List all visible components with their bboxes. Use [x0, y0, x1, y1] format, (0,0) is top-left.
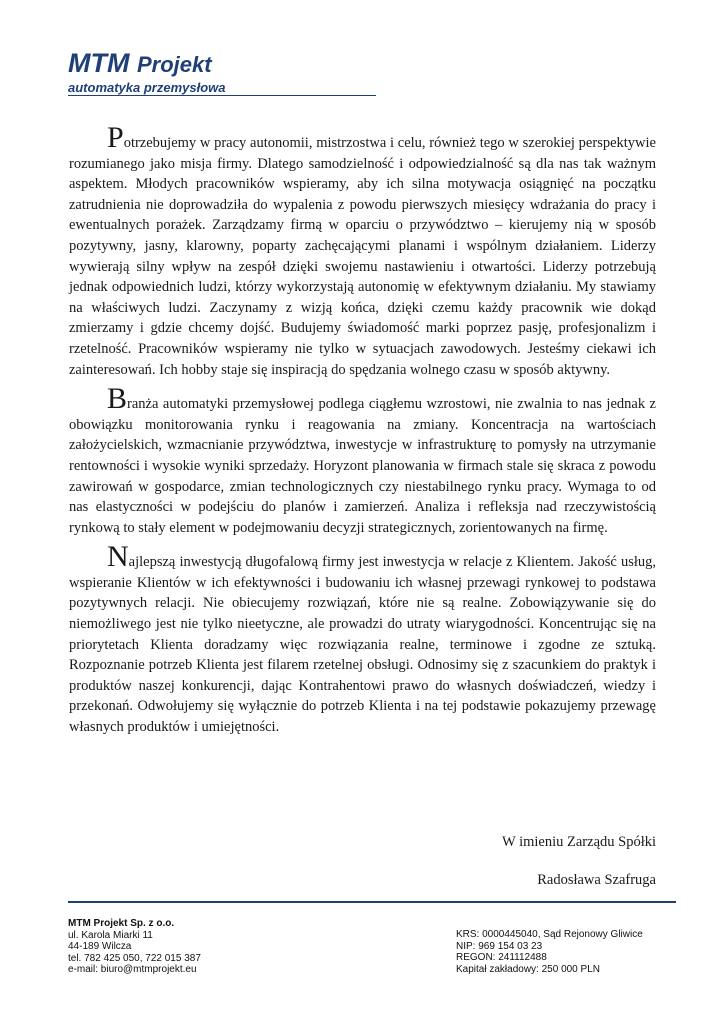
footer-regon: REGON: 241112488: [456, 952, 547, 963]
footer-krs: KRS: 0000445040, Sąd Rejonowy Gliwice: [456, 929, 643, 940]
signature-name: Radosława Szafruga: [537, 872, 656, 888]
footer-nip: NIP: 969 154 03 23: [456, 940, 543, 952]
footer-city: 44-189 Wilcza: [68, 941, 132, 952]
footer-company: MTM Projekt Sp. z o.o.: [68, 918, 175, 929]
logo-title: [68, 48, 226, 80]
paragraph-industry: Branża automatyki przemysłowej podlega ciągłemu wzrostowi, nie zwalnia to nas jednak z obowiązku monitorowania rynku i reagowania na zmiany. Koncentracja na wartościach założycielskich, wzmacnianie przywództwa, inwestycje w infrastrukturę to pomysły na utrzymanie rentowności i wysokie wyniki sprzedaży. Horyzont planowania w firmach stale się skraca z powodu zawirowań w gospodarce, zmian technologicznych czy niestabilnego rynku pracy. Wymaga to od nas elastyczności w podejściu do planów i zamierzeń. Analiza i refleksja nad rzeczywistością rynkową to stały element w podejmowaniu decyzji strategicznych, zorientowanych na firmę.: [69, 382, 656, 536]
logo-title-rest: Projekt: [137, 52, 212, 77]
footer-registration: [456, 929, 643, 975]
paragraph-clients: Najlepszą inwestycją długofalową firmy jest inwestycja w relacje z Klientem. Jakość usług, wspieranie Klientów w ich efektywności i budowaniu ich własnej przewagi rynkowej to podstawa pozytywnych relacji. Nie obiecujemy rozwiązań, które nie są realne. Zobowiązywanie się do niemożliwego jest nie tylko nieetyczne, ale prowadzi do utraty wiarygodności. Koncentrując się na priorytetach Klienta doradzamy więc rozwiązania realne, terminowe i zgodne ze sztuką. Rozpoznanie potrzeb Klienta jest filarem rzetelnej obsługi. Odnosimy się z szacunkiem do praktyk i produktów naszej konkurencji, dając Kontrahentowi prawo do własnych doświadczeń, wiedzy i przekonań. Odwołujemy się wyłącznie do potrzeb Klienta i na tej podstawie pokazujemy przewagę własnych produktów i umiejętności.: [69, 540, 656, 736]
footer-street: ul. Karola Miarki 11: [68, 929, 153, 941]
header-divider: [68, 95, 376, 96]
letter-body: [69, 121, 656, 747]
footer-phone: tel. 782 425 050, 722 015 387: [68, 952, 201, 964]
logo-subtitle: automatyka przemysłowa: [68, 80, 226, 95]
footer-address: [68, 918, 201, 976]
company-logo: [68, 48, 226, 96]
signature-line: W imieniu Zarządu Spółki: [502, 834, 656, 850]
logo-title-main: MTM: [68, 48, 130, 78]
footer-email: e-mail: biuro@mtmprojekt.eu: [68, 964, 197, 975]
paragraph-mission: Potrzebujemy w pracy autonomii, mistrzostwa i celu, również tego w szerokiej perspektywie rozumianego jako misja firmy. Dlatego samodzielność i odpowiedzialność są dla nas tak ważnym aspektem. Młodych pracowników wspieramy, aby ich silna motywacja osiągnięć na początku zatrudnienia nie doprowadziła do wypalenia z powodu pierwszych miesięcy wdrażania do pracy i ewentualnych porażek. Zarządzamy firmą w oparciu o przywództwo – kierujemy nią w sposób pozytywny, jasny, klarowny, poparty zachęcającymi planami i wspólnym działaniem. Liderzy wywierają silny wpływ na zespół dzięki swojemu nastawieniu i otwartości. Liderzy potrzebują jednak odpowiednich ludzi, którzy wykorzystają autonomię w efektywnym działaniu. My stawiamy na właściwych ludzi. Zaczynamy z wizją końca, dzięki czemu każdy pracownik wie dokąd zmierzamy i gdzie chcemy dojść. Budujemy świadomość marki poprzez pasję, profesjonalizm i rzetelność. Pracowników wspieramy nie tylko w sytuacjach zawodowych. Jesteśmy ciekawi ich zainteresowań. Ich hobby staje się inspiracją do spędzania wolnego czasu w sposób aktywny.: [69, 121, 656, 378]
footer-capital: Kapitał zakładowy: 250 000 PLN: [456, 963, 600, 975]
footer-divider: [68, 901, 676, 903]
